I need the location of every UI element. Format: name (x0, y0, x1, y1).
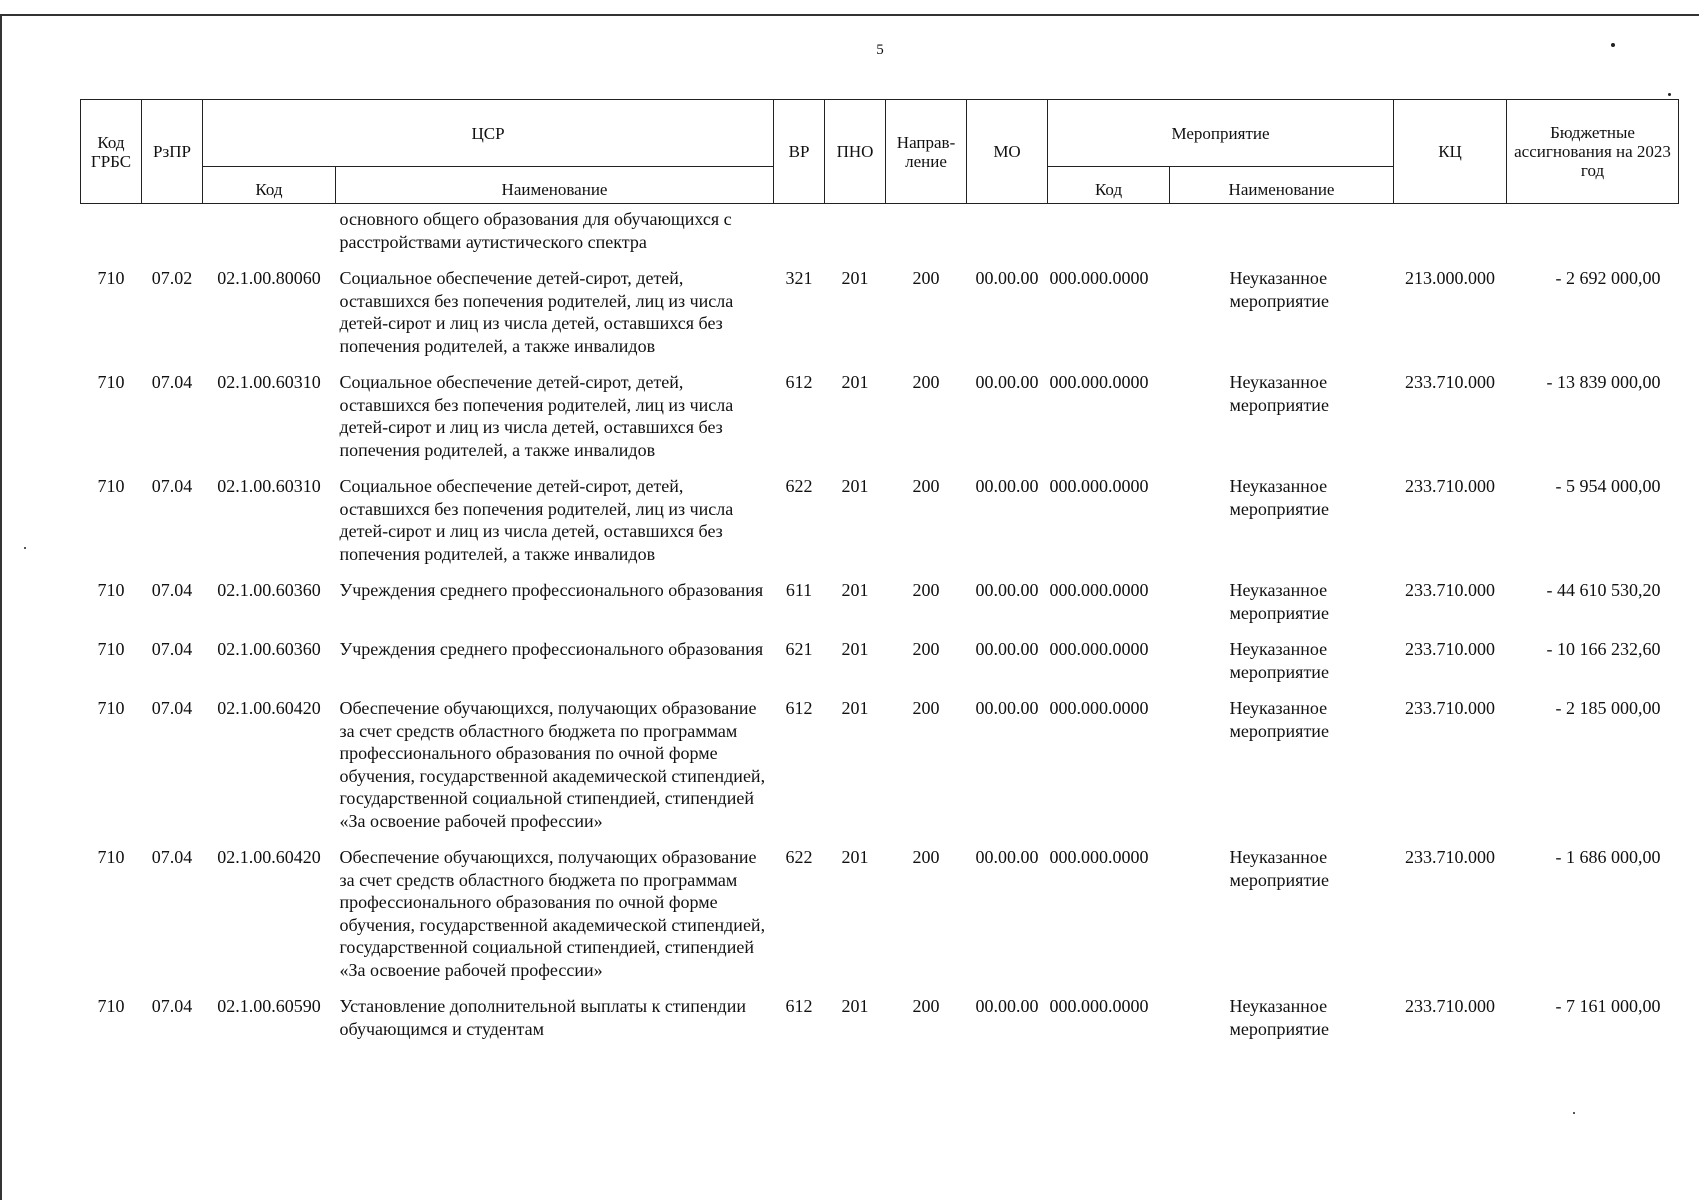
header-csr: ЦСР (203, 100, 774, 167)
cell-event-code: 000.000.0000 (1049, 847, 1149, 867)
cell-rzpr: 07.04 (151, 639, 193, 659)
cell-grbs: 710 (97, 996, 125, 1016)
cell-event-code: 000.000.0000 (1049, 580, 1149, 600)
cell-kc: 233.710.000 (1405, 639, 1496, 659)
cell-rzpr: 07.02 (151, 268, 193, 288)
cell-csr-name: Учреждения среднего профессионального образования (339, 580, 764, 600)
cell-csr-name: Обеспечение обучающихся, получающих образование за счет средств областного бюджета по программам профессионального образования по очной форме обучения, государственной академической стипендией, государственной социальной стипендией, стипендией «За освоение рабочей профессии» (339, 698, 766, 831)
table-row (81, 579, 1679, 638)
cell-event-name: Неуказанное мероприятие (1229, 996, 1329, 1039)
cell-csr-name: Социальное обеспечение детей-сирот, детей, оставшихся без попечения родителей, лиц из числа детей-сирот и лиц из числа детей, оставшихся без попечения родителей, а также инвалидов (339, 372, 734, 460)
page-number: 5 (876, 42, 884, 58)
cell-kc: 233.710.000 (1405, 476, 1496, 496)
continuation-row (81, 204, 1679, 268)
cell-sum: - 1 686 000,00 (1555, 847, 1661, 867)
cell-sum: - 13 839 000,00 (1546, 372, 1661, 392)
cell-kc: 233.710.000 (1405, 372, 1496, 392)
cell-csr-code: 02.1.00.60420 (217, 847, 321, 867)
cell-grbs: 710 (97, 476, 125, 496)
cell-vr: 611 (785, 580, 813, 600)
cell-event-code: 000.000.0000 (1049, 268, 1149, 288)
cell-vr: 321 (785, 268, 813, 288)
cell-vr: 612 (785, 996, 813, 1016)
table-row (81, 638, 1679, 697)
cell-pno: 201 (841, 372, 869, 392)
cell-rzpr: 07.04 (151, 372, 193, 392)
cell-vr: 622 (785, 847, 813, 867)
header-event-name: Наименование (1170, 167, 1394, 204)
cell-event-code: 000.000.0000 (1049, 372, 1149, 392)
cell-direction: 200 (912, 268, 940, 288)
budget-table (80, 99, 1679, 1054)
table-row (81, 475, 1679, 579)
scan-speck (1611, 43, 1615, 47)
cell-csr-code: 02.1.00.60360 (217, 580, 321, 600)
cell-vr: 621 (785, 639, 813, 659)
header-grbs: Код ГРБС (81, 100, 142, 204)
cell-mo: 00.00.00 (975, 268, 1039, 288)
table-row (81, 697, 1679, 846)
cell-pno: 201 (841, 268, 869, 288)
cell-csr-code: 02.1.00.60310 (217, 372, 321, 392)
cell-csr-code: 02.1.00.60420 (217, 698, 321, 718)
cell-csr-code: 02.1.00.60310 (217, 476, 321, 496)
cell-pno: 201 (841, 476, 869, 496)
cell-mo: 00.00.00 (975, 580, 1039, 600)
header-kc: КЦ (1394, 100, 1507, 204)
cell-mo: 00.00.00 (975, 639, 1039, 659)
cell-direction: 200 (912, 847, 940, 867)
cell-sum: - 44 610 530,20 (1546, 580, 1661, 600)
cell-vr: 612 (785, 372, 813, 392)
header-csr-name: Наименование (336, 167, 774, 204)
cell-event-name: Неуказанное мероприятие (1229, 580, 1329, 623)
scan-speck (1668, 93, 1671, 96)
cell-mo: 00.00.00 (975, 847, 1039, 867)
cell-event-name: Неуказанное мероприятие (1229, 639, 1329, 682)
cell-sum: - 2 185 000,00 (1555, 698, 1661, 718)
cell-direction: 200 (912, 996, 940, 1016)
cell-csr-name: Социальное обеспечение детей-сирот, детей, оставшихся без попечения родителей, лиц из числа детей-сирот и лиц из числа детей, оставшихся без попечения родителей, а также инвалидов (339, 268, 734, 356)
cell-direction: 200 (912, 580, 940, 600)
cell-grbs: 710 (97, 698, 125, 718)
cell-direction: 200 (912, 698, 940, 718)
cell-event-code: 000.000.0000 (1049, 639, 1149, 659)
cell-pno: 201 (841, 698, 869, 718)
header-sum: Бюджетные ассигнования на 2023 год (1507, 100, 1679, 204)
cell-event-code: 000.000.0000 (1049, 476, 1149, 496)
cell-event-name: Неуказанное мероприятие (1229, 268, 1329, 311)
cell-event-name: Неуказанное мероприятие (1229, 476, 1329, 519)
cell-sum: - 10 166 232,60 (1546, 639, 1661, 659)
cell-csr-name: Обеспечение обучающихся, получающих образование за счет средств областного бюджета по программам профессионального образования по очной форме обучения, государственной академической стипендией, государственной социальной стипендией, стипендией «За освоение рабочей профессии» (339, 847, 766, 980)
header-mo: МО (967, 100, 1048, 204)
cell-kc: 233.710.000 (1405, 580, 1496, 600)
cell-kc: 213.000.000 (1405, 268, 1496, 288)
cell-vr: 612 (785, 698, 813, 718)
cell-mo: 00.00.00 (975, 372, 1039, 392)
cell-csr-name: Социальное обеспечение детей-сирот, детей, оставшихся без попечения родителей, лиц из числа детей-сирот и лиц из числа детей, оставшихся без попечения родителей, а также инвалидов (339, 476, 734, 564)
header-pno: ПНО (825, 100, 886, 204)
scan-speck (1573, 1112, 1575, 1114)
continuation-text: основного общего образования для обучающихся с расстройствами аутистического спектра (339, 209, 732, 252)
cell-rzpr: 07.04 (151, 476, 193, 496)
cell-direction: 200 (912, 372, 940, 392)
cell-grbs: 710 (97, 268, 125, 288)
cell-sum: - 2 692 000,00 (1555, 268, 1661, 288)
cell-event-name: Неуказанное мероприятие (1229, 698, 1329, 741)
cell-grbs: 710 (97, 580, 125, 600)
cell-vr: 622 (785, 476, 813, 496)
header-rzpr: РзПР (142, 100, 203, 204)
table-row (81, 371, 1679, 475)
cell-kc: 233.710.000 (1405, 698, 1496, 718)
page-frame-top-border (0, 14, 1699, 16)
scan-speck (24, 547, 26, 549)
cell-sum: - 5 954 000,00 (1555, 476, 1661, 496)
cell-rzpr: 07.04 (151, 847, 193, 867)
header-direction: Направ-ление (886, 100, 967, 204)
cell-event-code: 000.000.0000 (1049, 996, 1149, 1016)
header-event: Мероприятие (1048, 100, 1394, 167)
cell-direction: 200 (912, 639, 940, 659)
cell-pno: 201 (841, 847, 869, 867)
header-csr-code: Код (203, 167, 336, 204)
header-vr: ВР (774, 100, 825, 204)
cell-grbs: 710 (97, 639, 125, 659)
cell-kc: 233.710.000 (1405, 847, 1496, 867)
cell-csr-code: 02.1.00.80060 (217, 268, 321, 288)
cell-rzpr: 07.04 (151, 698, 193, 718)
cell-mo: 00.00.00 (975, 476, 1039, 496)
cell-grbs: 710 (97, 847, 125, 867)
page-frame-left-border (0, 14, 2, 1200)
cell-event-name: Неуказанное мероприятие (1229, 847, 1329, 890)
cell-csr-name: Установление дополнительной выплаты к стипендии обучающимся и студентам (339, 996, 746, 1039)
table-row (81, 995, 1679, 1054)
cell-mo: 00.00.00 (975, 996, 1039, 1016)
cell-pno: 201 (841, 996, 869, 1016)
cell-pno: 201 (841, 580, 869, 600)
cell-csr-code: 02.1.00.60360 (217, 639, 321, 659)
cell-event-code: 000.000.0000 (1049, 698, 1149, 718)
table-row (81, 846, 1679, 995)
table-row (81, 267, 1679, 371)
cell-mo: 00.00.00 (975, 698, 1039, 718)
cell-rzpr: 07.04 (151, 580, 193, 600)
table-body (81, 204, 1679, 1055)
cell-rzpr: 07.04 (151, 996, 193, 1016)
cell-csr-name: Учреждения среднего профессионального образования (339, 639, 764, 659)
cell-grbs: 710 (97, 372, 125, 392)
header-event-code: Код (1048, 167, 1170, 204)
cell-sum: - 7 161 000,00 (1555, 996, 1661, 1016)
table-header (81, 100, 1679, 204)
cell-pno: 201 (841, 639, 869, 659)
cell-kc: 233.710.000 (1405, 996, 1496, 1016)
cell-csr-code: 02.1.00.60590 (217, 996, 321, 1016)
cell-direction: 200 (912, 476, 940, 496)
cell-event-name: Неуказанное мероприятие (1229, 372, 1329, 415)
